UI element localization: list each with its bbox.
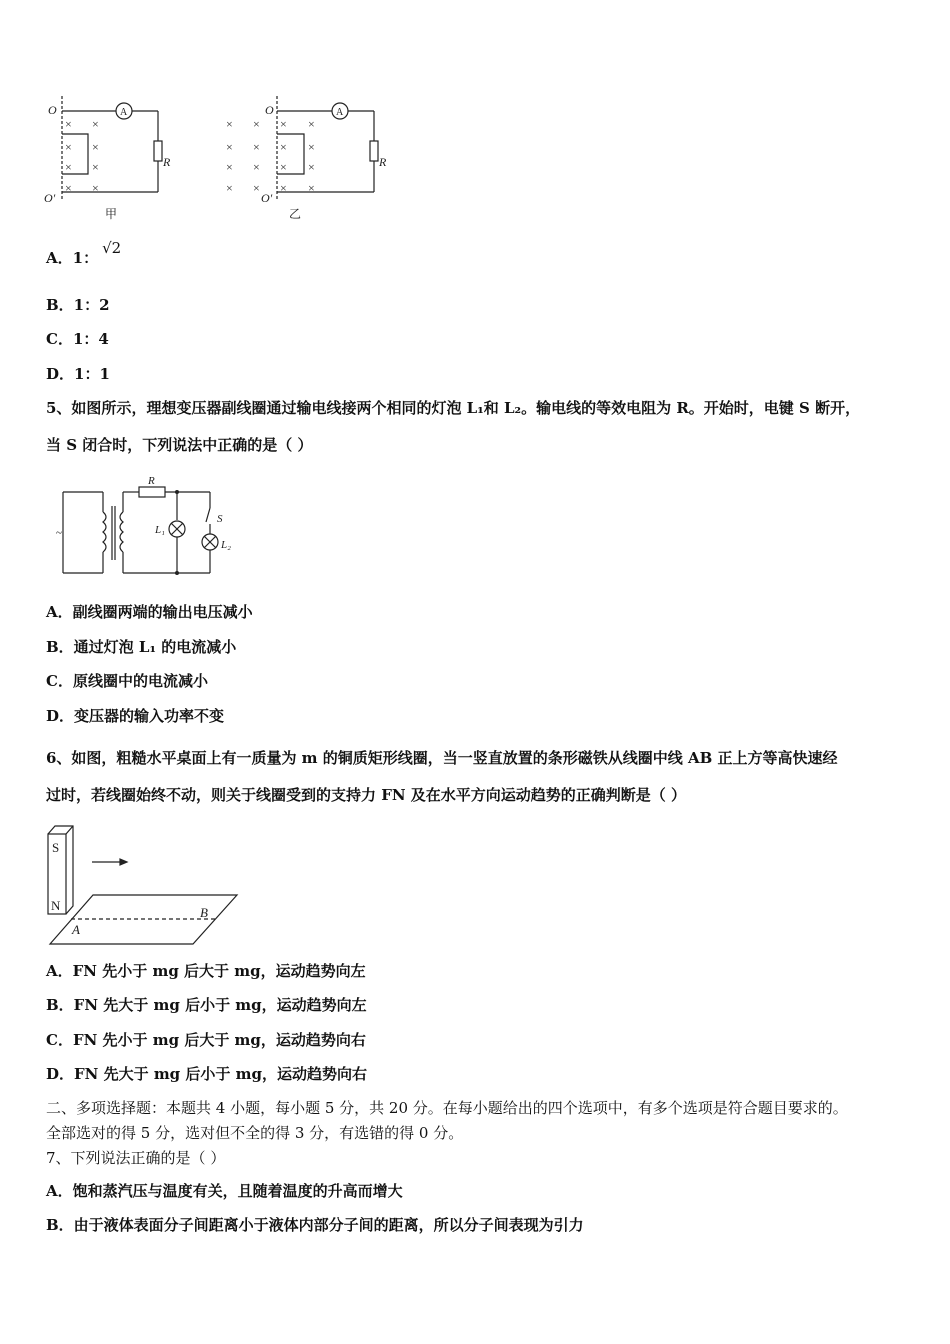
label-r-jia: R — [163, 155, 171, 169]
label-o-prime-jia: O′ — [44, 191, 56, 205]
field-cross: × — [308, 160, 315, 174]
resistor-r — [139, 487, 165, 497]
q5-option-c[interactable]: C．原线圈中的电流减小 — [46, 672, 208, 690]
ac-source-symbol: ~ — [56, 527, 62, 539]
field-cross: × — [65, 181, 72, 195]
q4-option-d[interactable]: D．1：1 — [46, 365, 110, 383]
circuit-jia — [62, 96, 162, 201]
field-cross: × — [226, 181, 233, 195]
q5-stem-line2: 当 S 闭合时，下列说法中正确的是（ ） — [46, 436, 313, 454]
field-cross: × — [280, 160, 287, 174]
q4-figure-svg — [40, 96, 400, 226]
ammeter-label-jia: A — [120, 107, 128, 118]
q5-stem-line1: 5、如图所示，理想变压器副线圈通过输电线接两个相同的灯泡 L₁和 L₂。输电线的等效电阻为 R。开始时，电键 S 断开， — [46, 399, 861, 417]
primary-coil — [103, 512, 106, 552]
q5-option-d[interactable]: D．变压器的输入功率不变 — [46, 707, 225, 725]
caption-yi: 乙 — [289, 207, 302, 221]
magnet-pole-s: S — [52, 840, 60, 855]
section2-heading-line1: 二、多项选择题：本题共 4 小题，每小题 5 分，共 20 分。在每小题给出的四个选项中，有多个选项是符合题目要求的。 — [46, 1099, 848, 1117]
label-b: B — [200, 905, 208, 920]
field-cross: × — [253, 140, 260, 154]
field-cross: × — [92, 117, 99, 131]
q4-option-a[interactable] — [46, 239, 122, 268]
q6-stem-line2: 过时，若线圈始终不动，则关于线圈受到的支持力 FN 及在水平方向运动趋势的正确判断是（ ） — [46, 786, 687, 804]
label-o-jia: O — [48, 103, 57, 117]
q5-figure-svg — [55, 476, 255, 581]
field-cross: × — [92, 160, 99, 174]
field-cross: × — [280, 181, 287, 195]
label-l2: L₂ — [221, 539, 231, 551]
field-cross: × — [65, 140, 72, 154]
label-a: A — [72, 922, 80, 937]
field-cross: × — [65, 117, 72, 131]
field-cross: × — [253, 181, 260, 195]
switch-s — [206, 508, 210, 522]
q6-stem-line1: 6、如图，粗糙水平桌面上有一质量为 m 的铜质矩形线圈，当一竖直放置的条形磁铁从线圈中线 AB 正上方等高快速经 — [46, 749, 838, 767]
field-cross: × — [226, 117, 233, 131]
field-cross: × — [65, 160, 72, 174]
q6-figure — [45, 822, 245, 947]
q4-option-c[interactable]: C．1：4 — [46, 330, 109, 348]
ammeter-label-yi: A — [336, 107, 344, 118]
q7-stem: 7、下列说法正确的是（ ） — [46, 1149, 226, 1167]
field-cross: × — [226, 140, 233, 154]
q4-option-a-prefix: A．1： — [46, 249, 99, 267]
q7-option-a[interactable]: A．饱和蒸汽压与温度有关，且随着温度的升高而增大 — [46, 1182, 403, 1200]
field-cross: × — [92, 181, 99, 195]
field-cross: × — [253, 160, 260, 174]
label-r: R — [148, 475, 155, 487]
field-cross: × — [226, 160, 233, 174]
resistor-yi — [370, 141, 378, 161]
field-cross: × — [280, 140, 287, 154]
resistor-jia — [154, 141, 162, 161]
label-l1: L₁ — [155, 524, 165, 536]
magnet-pole-n: N — [51, 898, 61, 913]
label-o-yi: O — [265, 103, 274, 117]
field-cross: × — [253, 117, 260, 131]
sqrt2-math: √2 — [102, 239, 122, 257]
q4-option-b[interactable]: B．1：2 — [46, 296, 110, 314]
field-cross: × — [92, 140, 99, 154]
q4-figure — [40, 96, 400, 226]
label-o-prime-yi: O′ — [261, 191, 273, 205]
q6-option-a[interactable]: A．FN 先小于 mg 后大于 mg，运动趋势向左 — [46, 962, 366, 980]
field-cross: × — [308, 181, 315, 195]
caption-jia: 甲 — [105, 207, 118, 221]
secondary-coil — [120, 512, 123, 552]
field-cross: × — [280, 117, 287, 131]
label-r-yi: R — [379, 155, 387, 169]
q7-option-b[interactable]: B．由于液体表面分子间距离小于液体内部分子间的距离，所以分子间表现为引力 — [46, 1216, 584, 1234]
junction-dot — [175, 571, 179, 575]
section2-heading-line2: 全部选对的得 5 分，选对但不全的得 3 分，有选错的得 0 分。 — [46, 1124, 464, 1142]
q5-figure — [55, 476, 255, 581]
field-cross: × — [308, 140, 315, 154]
q5-option-a[interactable]: A．副线圈两端的输出电压减小 — [46, 603, 253, 621]
circuit-yi — [277, 96, 378, 201]
q6-option-c[interactable]: C．FN 先小于 mg 后大于 mg，运动趋势向右 — [46, 1031, 366, 1049]
q6-option-b[interactable]: B．FN 先大于 mg 后小于 mg，运动趋势向左 — [46, 996, 367, 1014]
junction-dot — [175, 490, 179, 494]
q6-option-d[interactable]: D．FN 先大于 mg 后小于 mg，运动趋势向右 — [46, 1065, 367, 1083]
label-s: S — [217, 513, 223, 525]
field-cross: × — [308, 117, 315, 131]
q5-option-b[interactable]: B．通过灯泡 L₁ 的电流减小 — [46, 638, 237, 656]
q6-figure-svg — [45, 822, 245, 947]
